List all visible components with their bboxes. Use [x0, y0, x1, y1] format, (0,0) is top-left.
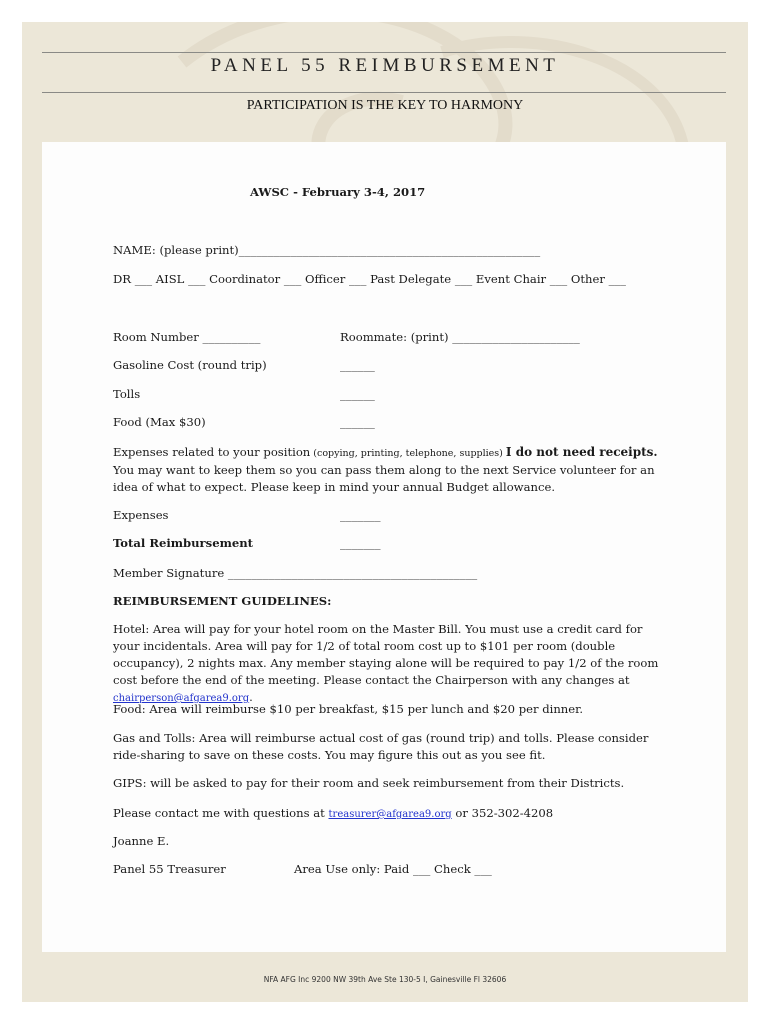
expenses-label: Expenses	[113, 508, 169, 522]
gasoline-label: Gasoline Cost (round trip)	[113, 358, 267, 372]
page-title: PANEL 55 REIMBURSEMENT	[210, 55, 560, 76]
expenses-note-lead: Expenses related to your position	[113, 445, 311, 459]
event-title: AWSC - February 3-4, 2017	[250, 185, 426, 199]
roles-checklist[interactable]: DR ___ AISL ___ Coordinator ___ Officer ___ Past Delegate ___ Event Chair ___ Other ___	[113, 272, 626, 286]
name-field[interactable]: NAME: (please print)____________________________________________________	[113, 243, 541, 257]
hotel-guideline-text: Hotel: Area will pay for your hotel room on the Master Bill. You must use a credit card for your incidentals. Area will pay for 1/2 of total room cost up to $101 per room (double occupancy), 2 nights max. Any member staying alone will be required to pay 1/2 of the room cost before the end of the meeting. Please contact the Chairperson with any changes at	[113, 622, 659, 687]
chairperson-email-link[interactable]: chairperson@afgarea9.org	[113, 693, 250, 704]
expenses-note	[113, 444, 663, 496]
expenses-field[interactable]: _______	[340, 508, 381, 522]
header-bottom-rule	[42, 92, 726, 93]
letterhead-page	[22, 22, 748, 1002]
food-guideline: Food: Area will reimburse $10 per breakfast, $15 per lunch and $20 per dinner.	[113, 702, 584, 716]
contact-text: Please contact me with questions at	[113, 806, 329, 820]
expenses-note-body: You may want to keep them so you can pass them along to the next Service volunteer for an idea of what to expect. Please keep in mind your annual Budget allowance.	[113, 463, 655, 494]
page-subtitle: PARTICIPATION IS THE KEY TO HARMONY	[246, 98, 524, 113]
area-use-only: Area Use only: Paid ___ Check ___	[294, 862, 492, 876]
guidelines-heading: REIMBURSEMENT GUIDELINES:	[113, 594, 332, 608]
room-number-field[interactable]: Room Number __________	[113, 330, 261, 344]
footer-address: NFA AFG Inc 9200 NW 39th Ave Ste 130-5 I, Gainesville Fl 32606	[263, 975, 507, 984]
signature-field[interactable]: Member Signature ___________________________________________	[113, 566, 478, 580]
tolls-label: Tolls	[113, 387, 141, 401]
hotel-guideline-end: .	[249, 690, 253, 704]
hotel-guideline	[113, 621, 663, 707]
treasurer-email-link[interactable]: treasurer@afgarea9.org	[328, 809, 452, 820]
expenses-note-examples: (copying, printing, telephone, supplies)	[310, 448, 506, 459]
gas-guideline: Gas and Tolls: Area will reimburse actual cost of gas (round trip) and tolls. Please consider ride-sharing to save on these costs. You may figure this out as you see fit.	[113, 731, 649, 762]
gasoline-field[interactable]: ______	[340, 358, 375, 372]
contact-line	[113, 806, 553, 822]
roommate-field[interactable]: Roommate: (print) ______________________	[340, 330, 580, 344]
gips-guideline: GIPS: will be asked to pay for their room and seek reimbursement from their Districts.	[113, 776, 625, 790]
total-field[interactable]: _______	[340, 536, 381, 550]
food-label: Food (Max $30)	[113, 415, 206, 429]
no-receipts-note: I do not need receipts.	[505, 445, 658, 459]
tolls-field[interactable]: ______	[340, 387, 375, 401]
contact-phone: or 352-302-4208	[451, 806, 554, 820]
signer-title: Panel 55 Treasurer	[113, 862, 226, 876]
food-field[interactable]: ______	[340, 415, 375, 429]
total-label: Total Reimbursement	[113, 536, 253, 550]
signer-name: Joanne E.	[113, 834, 170, 848]
header-top-rule	[42, 52, 726, 53]
form-panel	[42, 142, 726, 952]
